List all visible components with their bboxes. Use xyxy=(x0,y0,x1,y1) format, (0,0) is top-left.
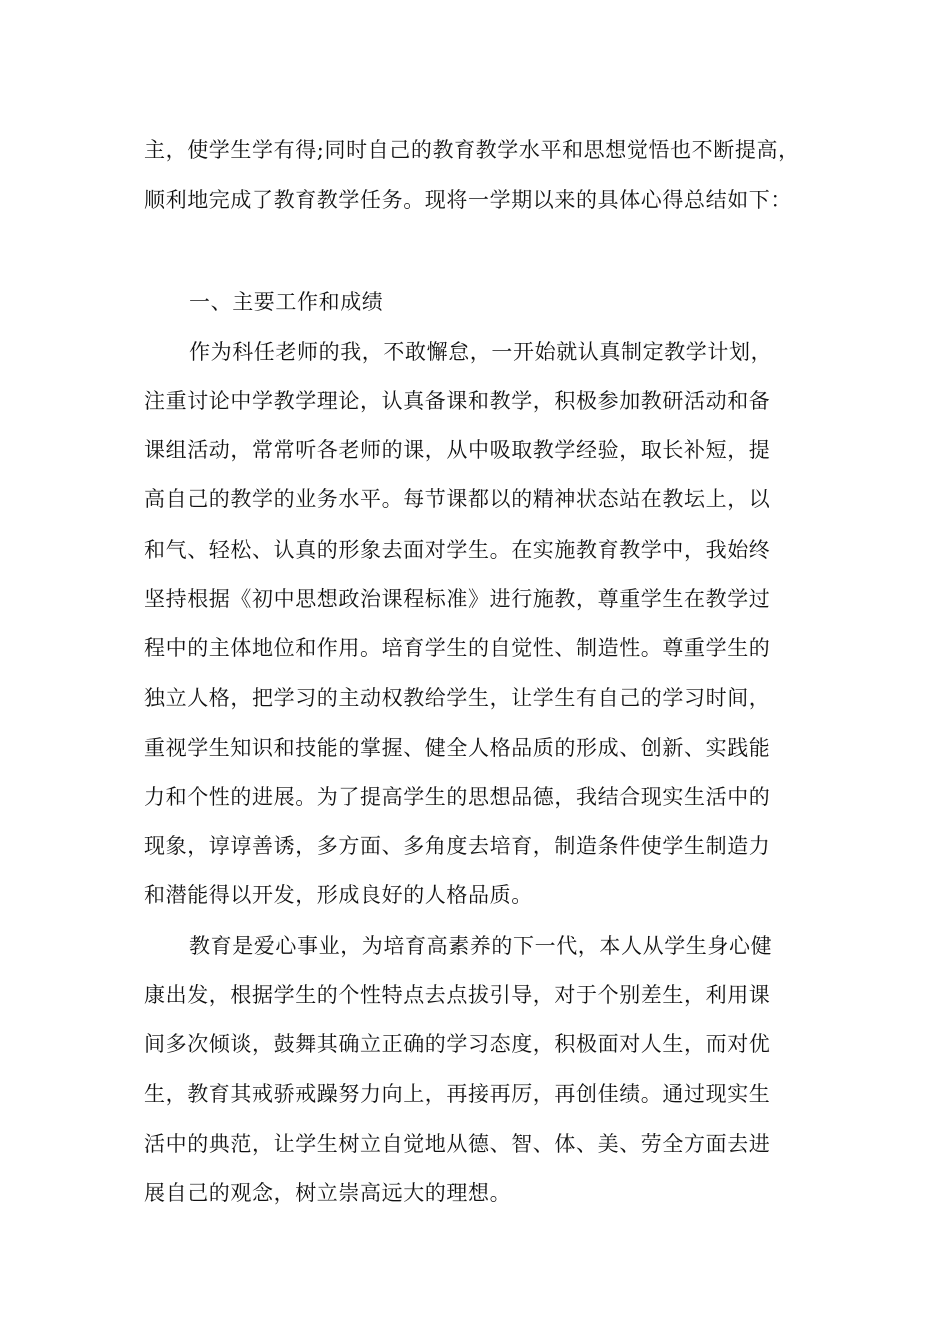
paragraph1-line-3: 课组活动，常常听各老师的课，从中吸取教学经验，取长补短，提 xyxy=(144,438,771,462)
paragraph2-line-5: 活中的典范，让学生树立自觉地从德、智、体、美、劳全方面去进 xyxy=(144,1132,771,1156)
paragraph2-line-3: 间多次倾谈，鼓舞其确立正确的学习态度，积极面对人生，而对优 xyxy=(144,1032,771,1056)
paragraph1-line-10: 力和个性的进展。为了提高学生的思想品德，我结合现实生活中的 xyxy=(144,785,771,809)
paragraph1-line-2: 注重讨论中学教学理论，认真备课和教学，积极参加教研活动和备 xyxy=(144,389,771,413)
paragraph1-line-12: 和潜能得以开发，形成良好的人格品质。 xyxy=(144,883,533,907)
paragraph1-line-9: 重视学生知识和技能的掌握、健全人格品质的形成、创新、实践能 xyxy=(144,736,771,760)
paragraph1-line-1: 作为科任老师的我，不敢懈怠，一开始就认真制定教学计划， xyxy=(189,340,773,364)
paragraph1-line-6: 坚持根据《初中思想政治课程标准》进行施教，尊重学生在教学过 xyxy=(144,587,771,611)
paragraph2-line-4: 生，教育其戒骄戒躁努力向上，再接再厉，再创佳绩。通过现实生 xyxy=(144,1082,771,1106)
intro-line-2: 顺利地完成了教育教学任务。现将一学期以来的具体心得总结如下： xyxy=(144,188,792,212)
section-heading: 一、主要工作和成绩 xyxy=(189,290,384,314)
paragraph1-line-11: 现象，谆谆善诱，多方面、多角度去培育，制造条件使学生制造力 xyxy=(144,834,771,858)
paragraph2-line-2: 康出发，根据学生的个性特点去点拔引导，对于个别差生，利用课 xyxy=(144,983,771,1007)
paragraph2-line-1: 教育是爱心事业，为培育高素养的下一代，本人从学生身心健 xyxy=(189,934,773,958)
paragraph1-line-8: 独立人格，把学习的主动权教给学生，让学生有自己的学习时间， xyxy=(144,686,771,710)
paragraph2-line-6: 展自己的观念，树立崇高远大的理想。 xyxy=(144,1181,512,1205)
intro-line-1: 主，使学生学有得;同时自己的教育教学水平和思想觉悟也不断提高， xyxy=(144,138,800,162)
paragraph1-line-5: 和气、轻松、认真的形象去面对学生。在实施教育教学中，我始终 xyxy=(144,538,771,562)
paragraph1-line-7: 程中的主体地位和作用。培育学生的自觉性、制造性。尊重学生的 xyxy=(144,636,771,660)
paragraph1-line-4: 高自己的教学的业务水平。每节课都以的精神状态站在教坛上，以 xyxy=(144,487,771,511)
